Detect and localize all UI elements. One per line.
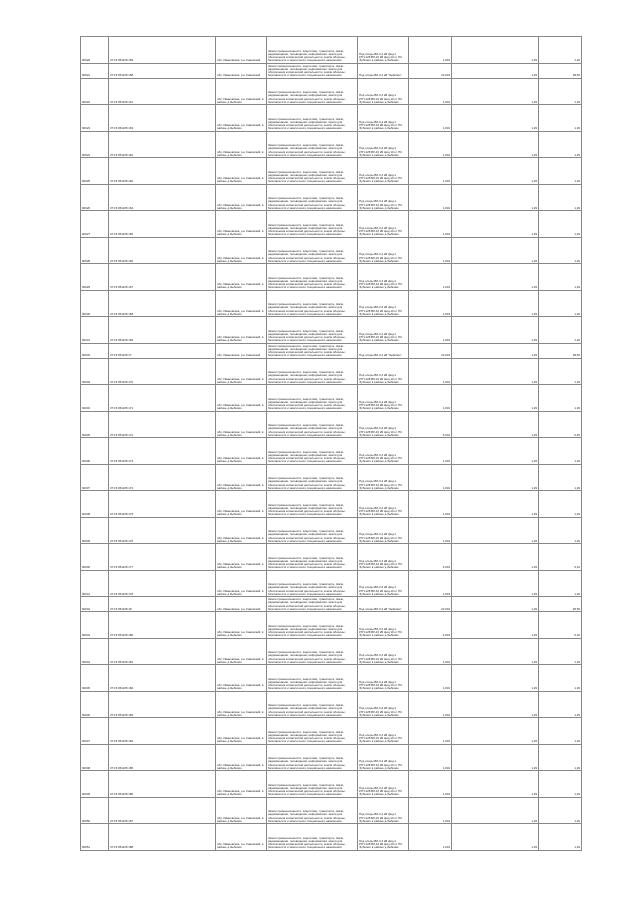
land-category-cell: Земли промышленности, энергетики, транспорта, связи, радиовещания, телевидения, информатики, земли для обеспечения космической деятельности, земли обороны, безопасности и земли иного специального назначения bbox=[267, 570, 358, 597]
row-id-cell: 90045 bbox=[81, 665, 109, 692]
value-cell: 1,29 bbox=[539, 131, 582, 158]
address-cell: обл. Ивановская, р-н Савинский, в районе д.Зыбково bbox=[216, 237, 267, 264]
permitted-use-cell: Под опоры ВЛ-0,4 кВ фид.1 КТП-128 ВЛ-10 кВ фид.10 от ПС 'Зубково' в районе д.Зыбково bbox=[358, 131, 409, 158]
land-category-cell: Земли промышленности, энергетики, транспорта, связи, радиовещания, телевидения, информатики, земли для обеспечения космической деятельности, земли обороны, безопасности и земли иного специального назначения bbox=[267, 290, 358, 317]
area-cell: 1,004 bbox=[409, 464, 452, 491]
land-category-cell: Земли промышленности, энергетики, транспорта, связи, радиовещания, телевидения, информатики, земли для обеспечения космической деятельности, земли обороны, безопасности и земли иного специального назначения bbox=[267, 385, 358, 412]
permitted-use-cell: Под опоры ВЛ-0,4 кВ фид.1 КТП-128 ВЛ-10 кВ фид.10 от ПС 'Зубково' в районе д.Зыбково bbox=[358, 464, 409, 491]
address-cell: обл. Ивановская, р-н Савинский, в районе д.Зыбково bbox=[216, 411, 267, 438]
row-id-cell: 90049 bbox=[81, 771, 109, 798]
area-cell: 1,004 bbox=[409, 211, 452, 238]
land-category-cell: Земли промышленности, энергетики, транспорта, связи, радиовещания, телевидения, информатики, земли для обеспечения космической деятельности, земли обороны, безопасности и земли иного специального назначения bbox=[267, 491, 358, 518]
value-cell: 5,16 bbox=[539, 612, 582, 639]
row-id-cell: 90026 bbox=[81, 184, 109, 211]
table-row bbox=[81, 290, 582, 317]
cadastral-number-cell: 37:15:051105:187 bbox=[109, 797, 216, 824]
cadastral-number-cell: 37:15:051105:177 bbox=[109, 544, 216, 571]
address-cell: обл. Ивановская, р-н Савинский, в районе д.Зыбково bbox=[216, 691, 267, 718]
permitted-use-cell: Под опоры ВЛ-0,4 кВ фид.1 КТП-128 ВЛ-10 кВ фид.10 от ПС 'Зубково' в районе д.Зыбково bbox=[358, 264, 409, 291]
rate-cell: 1,29 bbox=[452, 691, 539, 718]
land-category-cell: Земли промышленности, энергетики, транспорта, связи, радиовещания, телевидения, информатики, земли для обеспечения космической деятельности, земли обороны, безопасности и земли иного специального назначения bbox=[267, 343, 358, 358]
row-id-cell: 90048 bbox=[81, 744, 109, 771]
value-cell: 1,29 bbox=[539, 438, 582, 465]
value-cell: 1,29 bbox=[539, 317, 582, 344]
land-category-cell: Земли промышленности, энергетики, транспорта, связи, радиовещания, телевидения, информатики, земли для обеспечения космической деятельности, земли обороны, безопасности и земли иного специального назначения bbox=[267, 237, 358, 264]
permitted-use-cell: Под опоры ВЛ-0,4 кВ фид.1 КТП-128 ВЛ-10 кВ фид.10 от ПС 'Зубково' в районе д.Зыбково bbox=[358, 290, 409, 317]
permitted-use-cell: Под опоры ВЛ-0,4 кВ фид.1 КТП-128 ВЛ-10 кВ фид.10 от ПС 'Зубково' в районе д.Зыбково bbox=[358, 184, 409, 211]
permitted-use-cell: Под опоры ВЛ-0,4 кВ фид.1 КТП-128 ВЛ-10 кВ фид.10 от ПС 'Зубково' в районе д.Зыбково bbox=[358, 665, 409, 692]
rate-cell: 1,29 bbox=[452, 78, 539, 105]
table-row bbox=[81, 78, 582, 105]
address-cell: обл. Ивановская, р-н Савинский, в районе д.Зыбково bbox=[216, 570, 267, 597]
table-row bbox=[81, 612, 582, 639]
cadastral-number-cell: 37:15:051105:178 bbox=[109, 570, 216, 597]
value-cell: 1,29 bbox=[539, 184, 582, 211]
permitted-use-cell: Под опоры ВЛ-0,4 кВ фид.1 КТП-128 ВЛ-10 кВ фид.10 от ПС 'Зубково' в районе д.Зыбково bbox=[358, 544, 409, 571]
land-category-cell: Земли промышленности, энергетики, транспорта, связи, радиовещания, телевидения, информатики, земли для обеспечения космической деятельности, земли обороны, безопасности и земли иного специального назначения bbox=[267, 358, 358, 385]
cadastral-number-cell: 37:15:051105:188 bbox=[109, 824, 216, 851]
area-cell: 1,004 bbox=[409, 358, 452, 385]
area-cell: 1,004 bbox=[409, 691, 452, 718]
land-category-cell: Земли промышленности, энергетики, транспорта, связи, радиовещания, телевидения, информатики, земли для обеспечения космической деятельности, земли обороны, безопасности и земли иного специального назначения bbox=[267, 411, 358, 438]
permitted-use-cell: Под опоры ВЛ-0,4 кВ фид.1 КТП-128 ВЛ-10 кВ фид.10 от ПС 'Зубково' в районе д.Зыбково bbox=[358, 317, 409, 344]
table-row bbox=[81, 570, 582, 597]
rate-cell: 1,29 bbox=[452, 612, 539, 639]
row-id-cell: 90032 bbox=[81, 343, 109, 358]
land-category-cell: Земли промышленности, энергетики, транспорта, связи, радиовещания, телевидения, информатики, земли для обеспечения космической деятельности, земли обороны, безопасности и земли иного специального назначения bbox=[267, 211, 358, 238]
land-category-cell: Земли промышленности, энергетики, транспорта, связи, радиовещания, телевидения, информатики, земли для обеспечения космической деятельности, земли обороны, безопасности и земли иного специального назначения bbox=[267, 63, 358, 78]
address-cell: обл. Ивановская, р-н Савинский, в районе д.Зыбково bbox=[216, 105, 267, 132]
cadastral-number-cell: 37:15:051105:171 bbox=[109, 385, 216, 412]
area-cell: 1,004 bbox=[409, 438, 452, 465]
area-cell: 1,004 bbox=[409, 37, 452, 64]
row-id-cell: 90043 bbox=[81, 612, 109, 639]
cadastral-number-cell: 37:15:051105:159 bbox=[109, 37, 216, 64]
address-cell: обл. Ивановская, р-н Савинский, в районе д.Зыбково bbox=[216, 358, 267, 385]
cadastral-number-cell: 37:15:051105:174 bbox=[109, 464, 216, 491]
address-cell: обл. Ивановская, р-н Савинский, в районе д.Зыбково bbox=[216, 211, 267, 238]
cadastral-number-cell: 37:15:051105:182 bbox=[109, 665, 216, 692]
permitted-use-cell: Под опоры ВЛ-0,4 кВ фид.1 КТП-128 ВЛ-10 кВ фид.10 от ПС 'Зубково' в районе д.Зыбково bbox=[358, 78, 409, 105]
cadastral-number-cell: 37:15:051105:169 bbox=[109, 317, 216, 344]
table-row bbox=[81, 718, 582, 745]
row-id-cell: 90025 bbox=[81, 158, 109, 185]
area-cell: 1,004 bbox=[409, 665, 452, 692]
rate-cell: 1,29 bbox=[452, 37, 539, 64]
land-category-cell: Земли промышленности, энергетики, транспорта, связи, радиовещания, телевидения, информатики, земли для обеспечения космической деятельности, земли обороны, безопасности и земли иного специального назначения bbox=[267, 797, 358, 824]
land-category-cell: Земли промышленности, энергетики, транспорта, связи, радиовещания, телевидения, информатики, земли для обеспечения космической деятельности, земли обороны, безопасности и земли иного специального назначения bbox=[267, 771, 358, 798]
row-id-cell: 90034 bbox=[81, 385, 109, 412]
rate-cell: 1,29 bbox=[452, 570, 539, 597]
rate-cell: 1,29 bbox=[452, 771, 539, 798]
permitted-use-cell: Под опоры ВЛ-0,4 кВ фид.1 КТП-128 ВЛ-10 кВ фид.10 от ПС 'Зубково' в районе д.Зыбково bbox=[358, 638, 409, 665]
address-cell: обл. Ивановская, р-н Савинский, в районе д.Зыбково bbox=[216, 464, 267, 491]
row-id-cell: 90044 bbox=[81, 638, 109, 665]
address-cell: обл. Ивановская, р-н Савинский, в районе д.Зыбково bbox=[216, 744, 267, 771]
table-row bbox=[81, 544, 582, 571]
area-cell: 1,004 bbox=[409, 290, 452, 317]
permitted-use-cell: Под опоры ВЛ-0,4 кВ фид.1 КТП-128 ВЛ-10 кВ фид.10 от ПС 'Зубково' в районе д.Зыбково bbox=[358, 570, 409, 597]
table-row bbox=[81, 411, 582, 438]
area-cell: 1,004 bbox=[409, 264, 452, 291]
value-cell: 1,29 bbox=[539, 824, 582, 851]
cadastral-number-cell: 37:15:051105:160 bbox=[109, 158, 216, 185]
cadastral-number-cell: 37:15:051105:185 bbox=[109, 744, 216, 771]
cadastral-number-cell: 37:15:051105:184 bbox=[109, 718, 216, 745]
address-cell: обл. Ивановская, р-н Савинский, в районе д.Зыбково bbox=[216, 78, 267, 105]
land-category-cell: Земли промышленности, энергетики, транспорта, связи, радиовещания, телевидения, информатики, земли для обеспечения космической деятельности, земли обороны, безопасности и земли иного специального назначения bbox=[267, 517, 358, 544]
address-cell: обл. Ивановская, р-н Савинский bbox=[216, 63, 267, 78]
permitted-use-cell: Под опоры ВЛ-0,4 кВ фид.1 КТП-128 ВЛ-10 кВ фид.10 от ПС 'Зубково' в районе д.Зыбково bbox=[358, 612, 409, 639]
address-cell: обл. Ивановская, р-н Савинский, в районе д.Зыбково bbox=[216, 184, 267, 211]
permitted-use-cell: Под опоры ВЛ-0,4 кВ "Зыбково" bbox=[358, 63, 409, 78]
cadastral-number-cell: 37:15:051105:180 bbox=[109, 612, 216, 639]
table-row bbox=[81, 37, 582, 64]
value-cell: 1,29 bbox=[539, 517, 582, 544]
land-category-cell: Земли промышленности, энергетики, транспорта, связи, радиовещания, телевидения, информатики, земли для обеспечения космической деятельности, земли обороны, безопасности и земли иного специального назначения bbox=[267, 597, 358, 612]
table-row bbox=[81, 264, 582, 291]
rate-cell: 1,29 bbox=[452, 824, 539, 851]
cadastral-number-cell: 37:15:051105:164 bbox=[109, 184, 216, 211]
value-cell: 6,45 bbox=[539, 411, 582, 438]
permitted-use-cell: Под опоры ВЛ-0,4 кВ фид.1 КТП-128 ВЛ-10 кВ фид.10 от ПС 'Зубково' в районе д.Зыбково bbox=[358, 691, 409, 718]
row-id-cell: 90036 bbox=[81, 438, 109, 465]
row-id-cell: 90022 bbox=[81, 78, 109, 105]
table-row bbox=[81, 438, 582, 465]
value-cell: 1,29 bbox=[539, 78, 582, 105]
rate-cell: 1,29 bbox=[452, 358, 539, 385]
permitted-use-cell: Под опоры ВЛ-0,4 кВ фид.1 КТП-128 ВЛ-10 кВ фид.10 от ПС 'Зубково' в районе д.Зыбково bbox=[358, 358, 409, 385]
rate-cell: 1,29 bbox=[452, 438, 539, 465]
table-row bbox=[81, 358, 582, 385]
table-row bbox=[81, 491, 582, 518]
permitted-use-cell: Под опоры ВЛ-0,4 кВ фид.1 КТП-128 ВЛ-10 кВ фид.10 от ПС 'Зубково' в районе д.Зыбково bbox=[358, 37, 409, 64]
cadastral-number-cell: 37:15:051105:161 bbox=[109, 78, 216, 105]
rate-cell: 1,29 bbox=[452, 517, 539, 544]
value-cell: 1,29 bbox=[539, 358, 582, 385]
permitted-use-cell: Под опоры ВЛ-0,4 кВ фид.1 КТП-128 ВЛ-10 кВ фид.10 от ПС 'Зубково' в районе д.Зыбково bbox=[358, 211, 409, 238]
area-cell: 1,004 bbox=[409, 638, 452, 665]
row-id-cell: 90029 bbox=[81, 37, 109, 64]
value-cell: 1,29 bbox=[539, 264, 582, 291]
address-cell: обл. Ивановская, р-н Савинский bbox=[216, 343, 267, 358]
cadastral-number-cell: 37:15:051105:172 bbox=[109, 411, 216, 438]
land-category-cell: Земли промышленности, энергетики, транспорта, связи, радиовещания, телевидения, информатики, земли для обеспечения космической деятельности, земли обороны, безопасности и земли иного специального назначения bbox=[267, 744, 358, 771]
land-category-cell: Земли промышленности, энергетики, транспорта, связи, радиовещания, телевидения, информатики, земли для обеспечения космической деятельности, земли обороны, безопасности и земли иного специального назначения bbox=[267, 638, 358, 665]
land-plot-table bbox=[80, 36, 582, 851]
address-cell: обл. Ивановская, р-н Савинский, в районе д.Зыбково bbox=[216, 158, 267, 185]
cadastral-number-cell: 37:15:051105:167 bbox=[109, 264, 216, 291]
area-cell: 4,004 bbox=[409, 544, 452, 571]
land-category-cell: Земли промышленности, энергетики, транспорта, связи, радиовещания, телевидения, информатики, земли для обеспечения космической деятельности, земли обороны, безопасности и земли иного специального назначения bbox=[267, 464, 358, 491]
address-cell: обл. Ивановская, р-н Савинский, в районе д.Зыбково bbox=[216, 771, 267, 798]
rate-cell: 1,29 bbox=[452, 464, 539, 491]
value-cell: 1,29 bbox=[539, 158, 582, 185]
table-row bbox=[81, 131, 582, 158]
value-cell: 1,29 bbox=[539, 290, 582, 317]
land-category-cell: Земли промышленности, энергетики, транспорта, связи, радиовещания, телевидения, информатики, земли для обеспечения космической деятельности, земли обороны, безопасности и земли иного специального назначения bbox=[267, 544, 358, 571]
row-id-cell: 90033 bbox=[81, 358, 109, 385]
row-id-cell: 90047 bbox=[81, 718, 109, 745]
table-row bbox=[81, 665, 582, 692]
rate-cell: 1,29 bbox=[452, 718, 539, 745]
rate-cell: 1,29 bbox=[452, 264, 539, 291]
address-cell: обл. Ивановская, р-н Савинский, в районе д.Зыбково bbox=[216, 718, 267, 745]
table-row bbox=[81, 638, 582, 665]
cadastral-number-cell: 37:15:051105:158 bbox=[109, 63, 216, 78]
area-cell: 1,004 bbox=[409, 385, 452, 412]
cadastral-number-cell: 37:15:051105:163 bbox=[109, 105, 216, 132]
area-cell: 4,004 bbox=[409, 612, 452, 639]
land-category-cell: Земли промышленности, энергетики, транспорта, связи, радиовещания, телевидения, информатики, земли для обеспечения космической деятельности, земли обороны, безопасности и земли иного специального назначения bbox=[267, 158, 358, 185]
cadastral-number-cell: 37:15:051105:17 bbox=[109, 343, 216, 358]
row-id-cell: 90027 bbox=[81, 211, 109, 238]
cadastral-number-cell: 37:15:051105:173 bbox=[109, 438, 216, 465]
table-row bbox=[81, 771, 582, 798]
permitted-use-cell: Под опоры ВЛ-0,4 кВ фид.1 КТП-128 ВЛ-10 кВ фид.10 от ПС 'Зубково' в районе д.Зыбково bbox=[358, 491, 409, 518]
rate-cell: 1,29 bbox=[452, 638, 539, 665]
rate-cell: 1,29 bbox=[452, 131, 539, 158]
land-category-cell: Земли промышленности, энергетики, транспорта, связи, радиовещания, телевидения, информатики, земли для обеспечения космической деятельности, земли обороны, безопасности и земли иного специального назначения bbox=[267, 78, 358, 105]
table-row bbox=[81, 597, 582, 612]
land-plot-table-body bbox=[81, 37, 582, 851]
row-id-cell: 90038 bbox=[81, 491, 109, 518]
value-cell: 1,29 bbox=[539, 105, 582, 132]
value-cell: 1,29 bbox=[539, 718, 582, 745]
row-id-cell: 90029 bbox=[81, 264, 109, 291]
area-cell: 1,004 bbox=[409, 237, 452, 264]
address-cell: обл. Ивановская, р-н Савинский, в районе д.Зыбково bbox=[216, 438, 267, 465]
area-cell: 1,004 bbox=[409, 78, 452, 105]
value-cell: 1,29 bbox=[539, 237, 582, 264]
cadastral-number-cell: 37:15:051105:170 bbox=[109, 358, 216, 385]
area-cell: 1,004 bbox=[409, 491, 452, 518]
land-category-cell: Земли промышленности, энергетики, транспорта, связи, радиовещания, телевидения, информатики, земли для обеспечения космической деятельности, земли обороны, безопасности и земли иного специального назначения bbox=[267, 612, 358, 639]
permitted-use-cell: Под опоры ВЛ-0,4 кВ "Зыбково" bbox=[358, 597, 409, 612]
rate-cell: 1,29 bbox=[452, 184, 539, 211]
cadastral-number-cell: 37:15:051105:181 bbox=[109, 638, 216, 665]
rate-cell: 1,29 bbox=[452, 544, 539, 571]
address-cell: обл. Ивановская, р-н Савинский, в районе д.Зыбково bbox=[216, 385, 267, 412]
address-cell: обл. Ивановская, р-н Савинский, в районе д.Зыбково bbox=[216, 317, 267, 344]
table-row bbox=[81, 744, 582, 771]
area-cell: 22,004 bbox=[409, 597, 452, 612]
cadastral-number-cell: 37:15:051105:175 bbox=[109, 491, 216, 518]
table-row bbox=[81, 211, 582, 238]
address-cell: обл. Ивановская, р-н Савинский, в районе д.Зыбково bbox=[216, 638, 267, 665]
area-cell: 1,004 bbox=[409, 105, 452, 132]
table-row bbox=[81, 343, 582, 358]
table-row bbox=[81, 385, 582, 412]
cadastral-number-cell: 37:15:051105:165 bbox=[109, 211, 216, 238]
rate-cell: 1,29 bbox=[452, 665, 539, 692]
value-cell: 1,29 bbox=[539, 464, 582, 491]
table-row bbox=[81, 184, 582, 211]
rate-cell: 1,29 bbox=[452, 597, 539, 612]
table-row bbox=[81, 63, 582, 78]
cadastral-number-cell: 37:15:051105:18 bbox=[109, 597, 216, 612]
row-id-cell: 90024 bbox=[81, 131, 109, 158]
cadastral-number-cell: 37:15:051105:176 bbox=[109, 517, 216, 544]
area-cell: 1,004 bbox=[409, 824, 452, 851]
cadastral-number-cell: 37:15:051105:162 bbox=[109, 131, 216, 158]
area-cell: 1,004 bbox=[409, 131, 452, 158]
area-cell: 1,004 bbox=[409, 771, 452, 798]
rate-cell: 1,29 bbox=[452, 105, 539, 132]
address-cell: обл. Ивановская, р-н Савинский, в районе д.Зыбково bbox=[216, 797, 267, 824]
row-id-cell: 90037 bbox=[81, 464, 109, 491]
value-cell: 28,50 bbox=[539, 63, 582, 78]
row-id-cell: 90040 bbox=[81, 544, 109, 571]
address-cell: обл. Ивановская, р-н Савинский, в районе д.Зыбково bbox=[216, 544, 267, 571]
permitted-use-cell: Под опоры ВЛ-0,4 кВ фид.1 КТП-128 ВЛ-10 кВ фид.10 от ПС 'Зубково' в районе д.Зыбково bbox=[358, 744, 409, 771]
row-id-cell: 90028 bbox=[81, 237, 109, 264]
table-row bbox=[81, 158, 582, 185]
table-row bbox=[81, 317, 582, 344]
land-category-cell: Земли промышленности, энергетики, транспорта, связи, радиовещания, телевидения, информатики, земли для обеспечения космической деятельности, земли обороны, безопасности и земли иного специального назначения bbox=[267, 317, 358, 344]
row-id-cell: 90051 bbox=[81, 824, 109, 851]
area-cell: 1,004 bbox=[409, 184, 452, 211]
table-row bbox=[81, 691, 582, 718]
row-id-cell: 90042 bbox=[81, 597, 109, 612]
address-cell: обл. Ивановская, р-н Савинский, в районе д.Зыбково bbox=[216, 665, 267, 692]
land-category-cell: Земли промышленности, энергетики, транспорта, связи, радиовещания, телевидения, информатики, земли для обеспечения космической деятельности, земли обороны, безопасности и земли иного специального назначения bbox=[267, 105, 358, 132]
value-cell: 1,29 bbox=[539, 570, 582, 597]
value-cell: 1,29 bbox=[539, 385, 582, 412]
rate-cell: 1,29 bbox=[452, 211, 539, 238]
address-cell: обл. Ивановская, р-н Савинский, в районе д.Зыбково bbox=[216, 290, 267, 317]
value-cell: 1,29 bbox=[539, 211, 582, 238]
permitted-use-cell: Под опоры ВЛ-0,4 кВ фид.1 КТП-128 ВЛ-10 кВ фид.10 от ПС 'Зубково' в районе д.Зыбково bbox=[358, 105, 409, 132]
row-id-cell: 90031 bbox=[81, 317, 109, 344]
address-cell: обл. Ивановская, р-н Савинский, в районе д.Зыбково bbox=[216, 491, 267, 518]
permitted-use-cell: Под опоры ВЛ-0,4 кВ фид.1 КТП-128 ВЛ-10 кВ фид.10 от ПС 'Зубково' в районе д.Зыбково bbox=[358, 517, 409, 544]
address-cell: обл. Ивановская, р-н Савинский, в районе д.Зыбково bbox=[216, 131, 267, 158]
area-cell: 22,004 bbox=[409, 343, 452, 358]
area-cell: 1,004 bbox=[409, 517, 452, 544]
value-cell: 1,29 bbox=[539, 665, 582, 692]
permitted-use-cell: Под опоры ВЛ-0,4 кВ фид.1 КТП-128 ВЛ-10 кВ фид.10 от ПС 'Зубково' в районе д.Зыбково bbox=[358, 411, 409, 438]
rate-cell: 1,29 bbox=[452, 411, 539, 438]
land-category-cell: Земли промышленности, энергетики, транспорта, связи, радиовещания, телевидения, информатики, земли для обеспечения космической деятельности, земли обороны, безопасности и земли иного специального назначения bbox=[267, 718, 358, 745]
permitted-use-cell: Под опоры ВЛ-0,4 кВ фид.1 КТП-128 ВЛ-10 кВ фид.10 от ПС 'Зубково' в районе д.Зыбково bbox=[358, 158, 409, 185]
address-cell: обл. Ивановская, р-н Савинский, в районе д.Зыбково bbox=[216, 824, 267, 851]
value-cell: 1,29 bbox=[539, 691, 582, 718]
cadastral-number-cell: 37:15:051105:186 bbox=[109, 771, 216, 798]
permitted-use-cell: Под опоры ВЛ-0,4 кВ фид.1 КТП-128 ВЛ-10 кВ фид.10 от ПС 'Зубково' в районе д.Зыбково bbox=[358, 718, 409, 745]
permitted-use-cell: Под опоры ВЛ-0,4 кВ фид.1 КТП-128 ВЛ-10 кВ фид.10 от ПС 'Зубково' в районе д.Зыбково bbox=[358, 438, 409, 465]
row-id-cell: 90050 bbox=[81, 797, 109, 824]
address-cell: обл. Ивановская, р-н Савинский bbox=[216, 37, 267, 64]
rate-cell: 1,29 bbox=[452, 797, 539, 824]
row-id-cell: 90023 bbox=[81, 105, 109, 132]
land-category-cell: Земли промышленности, энергетики, транспорта, связи, радиовещания, телевидения, информатики, земли для обеспечения космической деятельности, земли обороны, безопасности и земли иного специального назначения bbox=[267, 665, 358, 692]
rate-cell: 1,29 bbox=[452, 63, 539, 78]
rate-cell: 1,29 bbox=[452, 385, 539, 412]
value-cell: 28,50 bbox=[539, 597, 582, 612]
land-category-cell: Земли промышленности, энергетики, транспорта, связи, радиовещания, телевидения, информатики, земли для обеспечения космической деятельности, земли обороны, безопасности и земли иного специального назначения bbox=[267, 438, 358, 465]
address-cell: обл. Ивановская, р-н Савинский, в районе д.Зыбково bbox=[216, 612, 267, 639]
row-id-cell: 90030 bbox=[81, 290, 109, 317]
land-category-cell: Земли промышленности, энергетики, транспорта, связи, радиовещания, телевидения, информатики, земли для обеспечения космической деятельности, земли обороны, безопасности и земли иного специального назначения bbox=[267, 131, 358, 158]
cadastral-number-cell: 37:15:051105:168 bbox=[109, 290, 216, 317]
area-cell: 5,004 bbox=[409, 411, 452, 438]
table-row bbox=[81, 797, 582, 824]
land-category-cell: Земли промышленности, энергетики, транспорта, связи, радиовещания, телевидения, информатики, земли для обеспечения космической деятельности, земли обороны, безопасности и земли иного специального назначения bbox=[267, 264, 358, 291]
cadastral-number-cell: 37:15:051105:183 bbox=[109, 691, 216, 718]
row-id-cell: 90035 bbox=[81, 411, 109, 438]
rate-cell: 1,29 bbox=[452, 491, 539, 518]
permitted-use-cell: Под опоры ВЛ-0,4 кВ "Зыбково" bbox=[358, 343, 409, 358]
permitted-use-cell: Под опоры ВЛ-0,4 кВ фид.1 КТП-128 ВЛ-10 кВ фид.10 от ПС 'Зубково' в районе д.Зыбково bbox=[358, 237, 409, 264]
rate-cell: 1,29 bbox=[452, 744, 539, 771]
value-cell: 28,50 bbox=[539, 343, 582, 358]
table-row bbox=[81, 237, 582, 264]
value-cell: 1,29 bbox=[539, 638, 582, 665]
permitted-use-cell: Под опоры ВЛ-0,4 кВ фид.1 КТП-128 ВЛ-10 кВ фид.10 от ПС 'Зубково' в районе д.Зыбково bbox=[358, 797, 409, 824]
address-cell: обл. Ивановская, р-н Савинский, в районе д.Зыбково bbox=[216, 517, 267, 544]
area-cell: 1,004 bbox=[409, 570, 452, 597]
row-id-cell: 90039 bbox=[81, 517, 109, 544]
value-cell: 1,29 bbox=[539, 491, 582, 518]
value-cell: 1,29 bbox=[539, 37, 582, 64]
row-id-cell: 90041 bbox=[81, 570, 109, 597]
rate-cell: 1,29 bbox=[452, 237, 539, 264]
land-category-cell: Земли промышленности, энергетики, транспорта, связи, радиовещания, телевидения, информатики, земли для обеспечения космической деятельности, земли обороны, безопасности и земли иного специального назначения bbox=[267, 37, 358, 64]
land-category-cell: Земли промышленности, энергетики, транспорта, связи, радиовещания, телевидения, информатики, земли для обеспечения космической деятельности, земли обороны, безопасности и земли иного специального назначения bbox=[267, 691, 358, 718]
permitted-use-cell: Под опоры ВЛ-0,4 кВ фид.1 КТП-128 ВЛ-10 кВ фид.10 от ПС 'Зубково' в районе д.Зыбково bbox=[358, 771, 409, 798]
table-row bbox=[81, 105, 582, 132]
table-row bbox=[81, 464, 582, 491]
row-id-cell: 90046 bbox=[81, 691, 109, 718]
land-category-cell: Земли промышленности, энергетики, транспорта, связи, радиовещания, телевидения, информатики, земли для обеспечения космической деятельности, земли обороны, безопасности и земли иного специального назначения bbox=[267, 824, 358, 851]
value-cell: 1,29 bbox=[539, 744, 582, 771]
land-category-cell: Земли промышленности, энергетики, транспорта, связи, радиовещания, телевидения, информатики, земли для обеспечения космической деятельности, земли обороны, безопасности и земли иного специального назначения bbox=[267, 184, 358, 211]
area-cell: 1,004 bbox=[409, 797, 452, 824]
area-cell: 1,004 bbox=[409, 158, 452, 185]
area-cell: 22,004 bbox=[409, 63, 452, 78]
address-cell: обл. Ивановская, р-н Савинский, в районе д.Зыбково bbox=[216, 264, 267, 291]
table-row bbox=[81, 517, 582, 544]
address-cell: обл. Ивановская, р-н Савинский bbox=[216, 597, 267, 612]
value-cell: 1,29 bbox=[539, 771, 582, 798]
area-cell: 1,004 bbox=[409, 718, 452, 745]
permitted-use-cell: Под опоры ВЛ-0,4 кВ фид.1 КТП-128 ВЛ-10 кВ фид.10 от ПС 'Зубково' в районе д.Зыбково bbox=[358, 824, 409, 851]
area-cell: 1,004 bbox=[409, 317, 452, 344]
rate-cell: 1,29 bbox=[452, 158, 539, 185]
value-cell: 1,29 bbox=[539, 797, 582, 824]
row-id-cell: 90021 bbox=[81, 63, 109, 78]
table-row bbox=[81, 824, 582, 851]
cadastral-number-cell: 37:15:051105:166 bbox=[109, 237, 216, 264]
rate-cell: 1,29 bbox=[452, 317, 539, 344]
rate-cell: 1,29 bbox=[452, 343, 539, 358]
value-cell: 5,16 bbox=[539, 544, 582, 571]
permitted-use-cell: Под опоры ВЛ-0,4 кВ фид.1 КТП-128 ВЛ-10 кВ фид.10 от ПС 'Зубково' в районе д.Зыбково bbox=[358, 385, 409, 412]
rate-cell: 1,29 bbox=[452, 290, 539, 317]
area-cell: 1,004 bbox=[409, 744, 452, 771]
